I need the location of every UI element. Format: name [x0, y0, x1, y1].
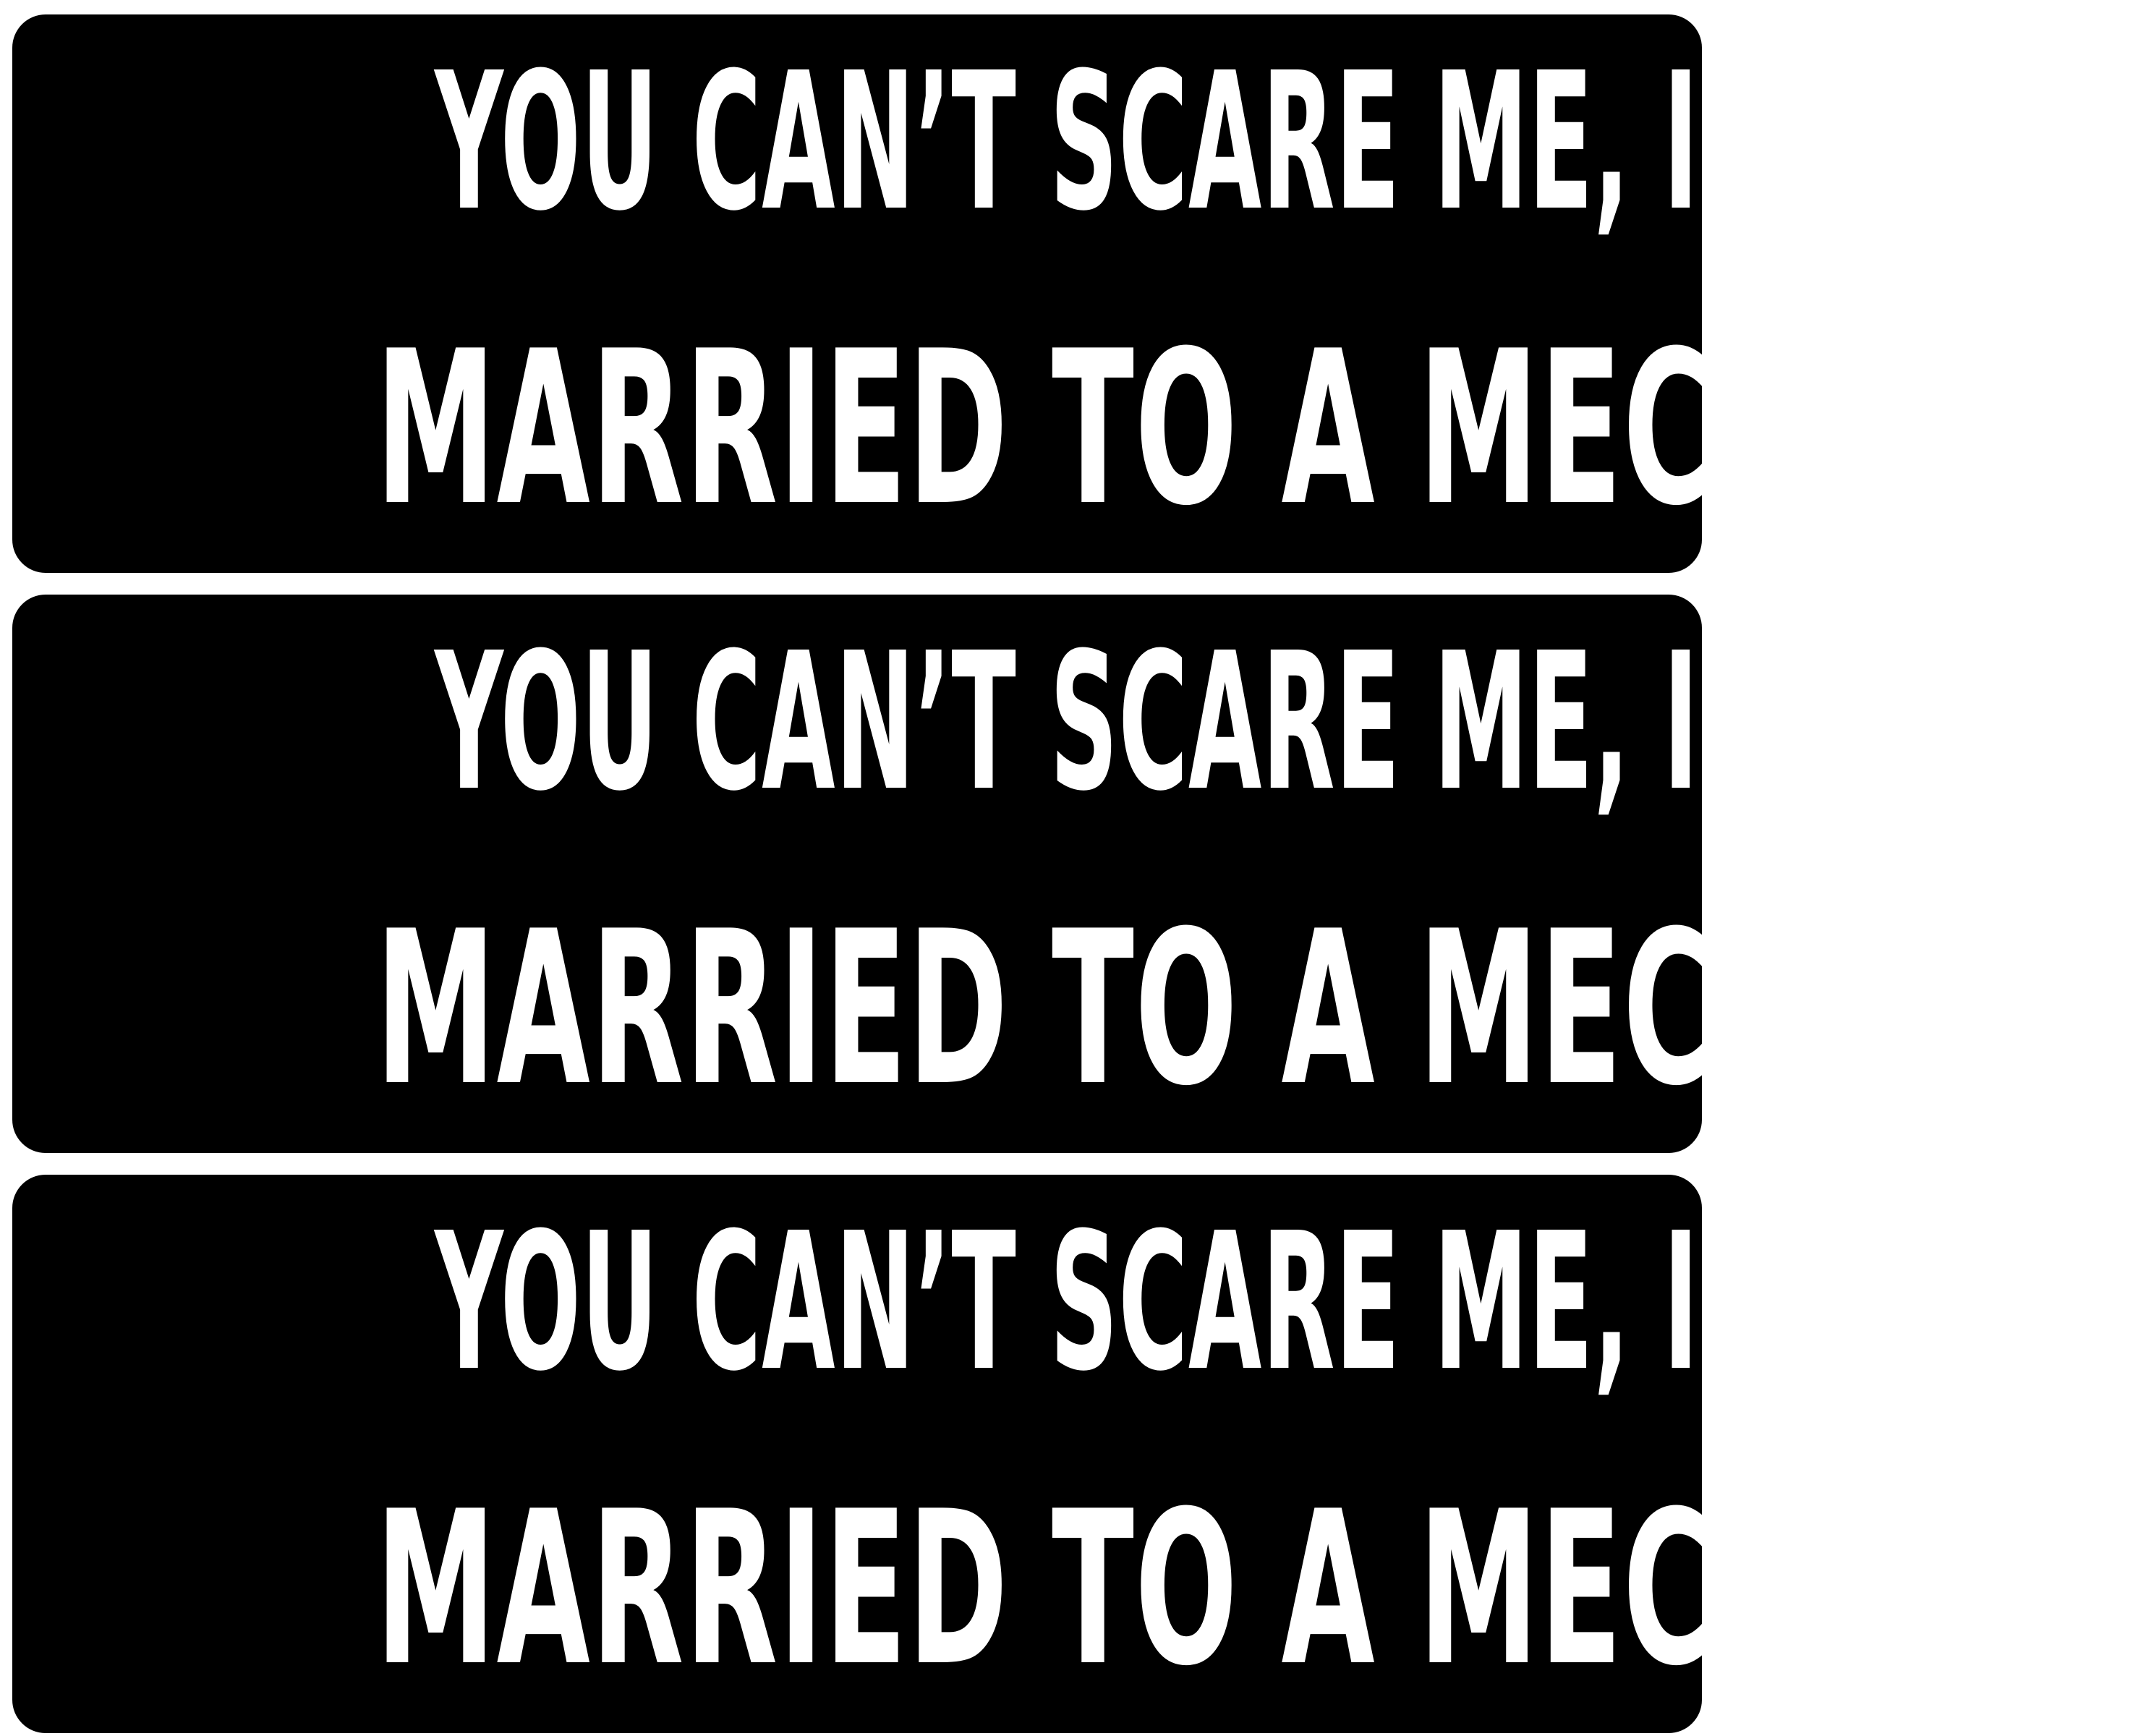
sticker-3-line-2: MARRIED TO A MECHANIC [375, 1466, 2146, 1713]
sticker-3 [12, 1175, 2146, 1733]
sticker-1-line-2: MARRIED TO A MECHANIC [375, 306, 2146, 553]
sticker-2 [12, 595, 2146, 1153]
sticker-1-line-1: YOU CAN’T SCARE ME, I AM [435, 32, 1901, 252]
sticker-2-line-1: YOU CAN’T SCARE ME, I AM [435, 612, 1901, 833]
sticker-3-line-1: YOU CAN’T SCARE ME, I AM [435, 1192, 1901, 1413]
sticker-2-line-2: MARRIED TO A MECHANIC [375, 886, 2146, 1133]
sticker-1 [12, 14, 2146, 573]
